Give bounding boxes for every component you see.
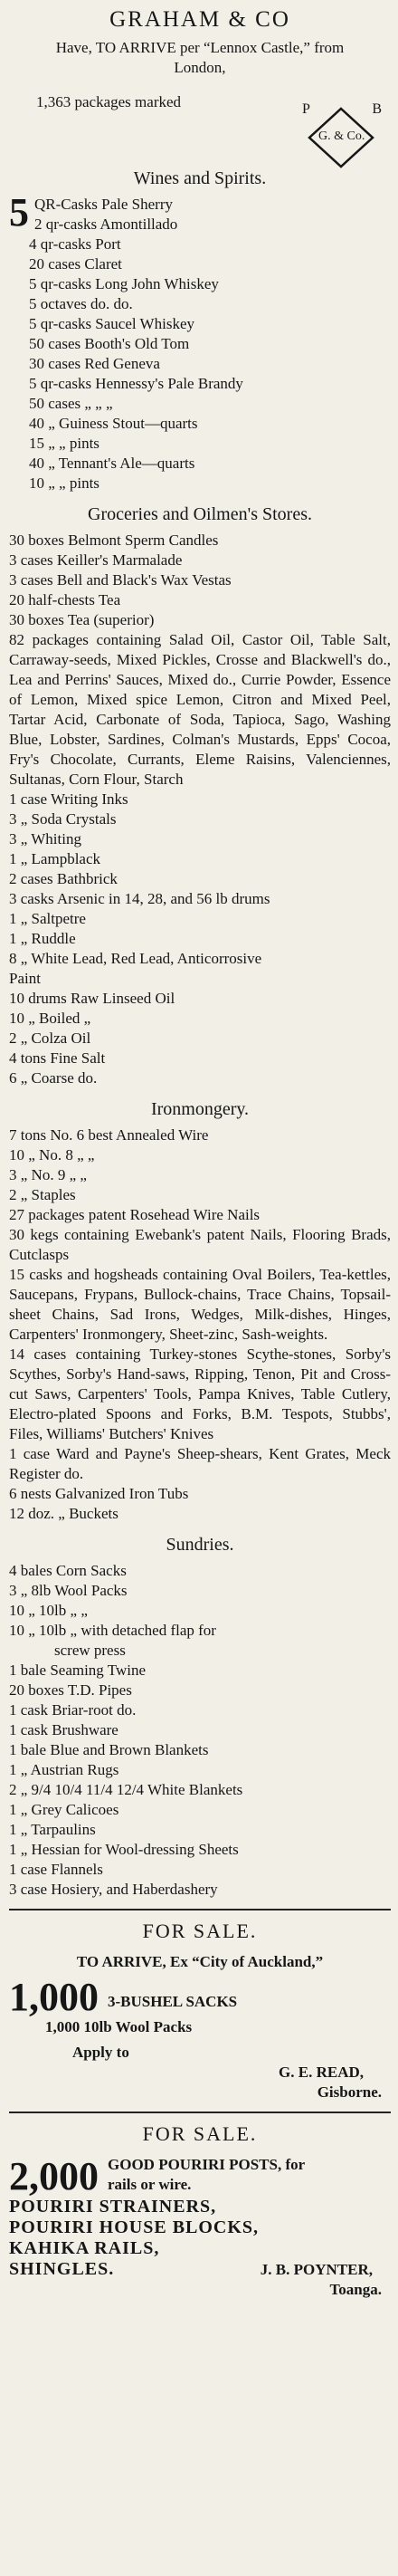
agent-place: Gisborne. (317, 2083, 382, 2101)
firm-name: GRAHAM & CO (109, 7, 290, 32)
list-item: 1 cask Briar-root do. (9, 1701, 137, 1719)
list-item: 1 cask Brushware (9, 1721, 118, 1738)
agent-name: J. B. POYNTER, (260, 2261, 373, 2278)
list-item: 3 cases Bell and Black's Wax Vestas (9, 571, 232, 589)
list-item: 2 cases Bathbrick (9, 870, 118, 887)
list-item: 1 „ Saltpetre (9, 910, 86, 927)
list-item: 2 qr-casks Amontillado (34, 215, 178, 233)
list-item: 4 tons Fine Salt (9, 1049, 106, 1067)
list-item: 1 „ Hessian for Wool-dressing Sheets (9, 1841, 239, 1858)
section-heading-groceries: Groceries and Oilmen's Stores. (88, 504, 312, 524)
list-item: 1 case Flannels (9, 1861, 103, 1878)
list-item: 27 packages patent Rosehead Wire Nails (9, 1206, 261, 1223)
list-item: 40 „ Tennant's Ale—quarts (29, 455, 195, 472)
for-sale-heading: FOR SALE. (142, 1920, 258, 1942)
wines-list (9, 190, 391, 493)
list-item: 4 qr-casks Port (29, 235, 121, 253)
list-item: QR-Casks Pale Sherry (34, 196, 173, 213)
list-item: 2 „ 9/4 10/4 11/4 12/4 White Blankets (9, 1781, 243, 1798)
posts-row (9, 2155, 391, 2197)
list-item: 1 bale Blue and Brown Blankets (9, 1741, 209, 1758)
list-item: 30 boxes Tea (superior) (9, 611, 155, 628)
list-item: 1 bale Seaming Twine (9, 1661, 146, 1679)
posts-label: GOOD POURIRI POSTS, for (108, 2156, 306, 2173)
product-line: POURIRI HOUSE BLOCKS, (9, 2217, 260, 2237)
list-item: 10 „ No. 8 „ „ (9, 1146, 95, 1164)
list-item: 8 „ White Lead, Red Lead, Anticorrosive (9, 950, 262, 967)
list-item: 30 boxes Belmont Sperm Candles (9, 531, 219, 549)
posts-advertisement (9, 2122, 391, 2300)
list-item: 1 „ Grey Calicoes (9, 1801, 119, 1818)
list-item: 10 „ 10lb „ with detached flap for (9, 1622, 216, 1639)
mark-initials: G. & Co. (318, 129, 365, 143)
list-item: 5 qr-casks Saucel Whiskey (29, 315, 194, 332)
ironmongery-paragraph: 15 casks and hogsheads containing Oval Boilers, Tea-kettles, Saucepans, Frypans, Bullock-chains, Trace Chains, Topsail-sheet Chains, Sad Irons, Wedges, Milk-dishes, Hinges, Carpenters' Ironmongery, Sheet-zinc, Sash-weights. (9, 1266, 391, 1343)
groceries-paragraph: 82 packages containing Salad Oil, Castor Oil, Table Salt, Carraway-seeds, Mixed Pickles, Crosse and Blackwell's do., Lea and Perrins' Sauces, Mixed do., Currie Powder, Essence of Lemon, Mixed spice Lemon, Citron and Mixed Peel, Tartar Acid, Carbonate of Soda, Tapioca, Sago, Washing Blue, Lobster, Sardines, Colman's Mustards, Epps' Cocoa, Fry's Chocolate, Currants, Eleme Raisins, Valenciennes, Sultanas, Corn Flour, Starch (9, 631, 391, 788)
list-item: 20 boxes T.D. Pipes (9, 1681, 132, 1699)
trade-mark (300, 101, 382, 174)
list-item: 30 cases Red Geneva (29, 355, 160, 372)
product-line: SHINGLES. (9, 2259, 115, 2279)
list-item: 1 „ Tarpaulins (9, 1821, 96, 1838)
list-item: 2 „ Colza Oil (9, 1029, 91, 1047)
list-item: 15 „ „ pints (29, 435, 100, 452)
list-item: 5 octaves do. do. (29, 295, 133, 312)
shingles-row (9, 2259, 391, 2280)
list-item: 50 cases Booth's Old Tom (29, 335, 190, 352)
section-heading-wines: Wines and Spirits. (133, 168, 267, 188)
sacks-advertisement (9, 1920, 391, 2102)
section-heading-sundries: Sundries. (166, 1535, 234, 1555)
list-item: 3 cases Keiller's Marmalade (9, 551, 183, 569)
package-count: 1,363 packages marked (36, 93, 182, 110)
list-item: 6 nests Galvanized Iron Tubs (9, 1485, 189, 1502)
list-item: 10 drums Raw Linseed Oil (9, 990, 175, 1007)
list-item: 4 bales Corn Sacks (9, 1562, 127, 1579)
apply-to: Apply to (72, 2044, 129, 2061)
list-item: 3 case Hosiery, and Haberdashery (9, 1881, 218, 1898)
list-item: 1 „ Lampblack (9, 850, 101, 867)
list-item: 12 doz. „ Buckets (9, 1505, 118, 1522)
arrival-line: TO ARRIVE, Ex “City of Auckland,” (76, 1953, 324, 1970)
list-item: 2 „ Staples (9, 1186, 76, 1203)
list-item: 10 „ Boiled „ (9, 1010, 91, 1027)
list-item: 10 „ 10lb „ „ (9, 1602, 88, 1619)
divider (9, 2112, 391, 2113)
list-item: 7 tons No. 6 best Annealed Wire (9, 1126, 209, 1144)
wool-packs: 1,000 10lb Wool Packs (45, 2018, 193, 2035)
section-heading-ironmongery: Ironmongery. (150, 1099, 250, 1119)
list-item: 5 qr-casks Hennessy's Pale Brandy (29, 375, 243, 392)
sacks-label: 3-BUSHEL SACKS (108, 1993, 238, 2010)
mark-letter-b: B (372, 101, 382, 117)
list-item: 3 „ No. 9 „ „ (9, 1166, 87, 1183)
posts-sub: rails or wire. (108, 2176, 192, 2193)
list-item: 3 casks Arsenic in 14, 28, and 56 lb drums (9, 890, 270, 907)
list-item: 1 case Writing Inks (9, 790, 128, 808)
list-item: 50 cases „ „ „ (29, 395, 113, 412)
big-number: 5 (9, 190, 29, 235)
product-line: POURIRI STRAINERS, (9, 2197, 217, 2217)
agent-place: Toanga. (329, 2281, 382, 2298)
list-item: 1 „ Austrian Rugs (9, 1761, 119, 1778)
list-item: 20 half-chests Tea (9, 591, 121, 608)
list-item: 3 „ Whiting (9, 830, 81, 847)
list-item: 3 „ Soda Crystals (9, 810, 117, 828)
list-item: Paint (9, 970, 41, 987)
big-number: 1,000 (9, 1975, 99, 2019)
product-line: KAHIKA RAILS, (9, 2238, 160, 2258)
ironmongery-paragraph: 1 case Ward and Payne's Sheep-shears, Kent Grates, Meck Register do. (9, 1445, 391, 1482)
list-item: 1 „ Ruddle (9, 930, 76, 947)
divider (9, 1909, 391, 1910)
ironmongery-paragraph: 14 cases containing Turkey-stones Scythe-stones, Sorby's Scythes, Sorby's Hand-saws, Ripping, Tenon, Pit and Cross-cut Saws, Carpenters' Tools, Pampa Knives, Table Cutlery, Electro-plated Spoons and Forks, B.M. Tespots, Stubbs', Files, Williams' Butchers' Knives (9, 1345, 391, 1442)
list-item: 40 „ Guiness Stout—quarts (29, 415, 198, 432)
big-number: 2,000 (9, 2154, 99, 2198)
sacks-row (9, 1977, 391, 2017)
list-item: 6 „ Coarse do. (9, 1069, 98, 1087)
arrival-origin: London, (174, 59, 226, 76)
list-item: screw press (54, 1642, 126, 1659)
list-item: 10 „ „ pints (29, 474, 100, 492)
agent-name: G. E. READ, (279, 2064, 364, 2081)
arrival-line: Have, TO ARRIVE per “Lennox Castle,” from (55, 39, 345, 56)
list-item: 20 cases Claret (29, 255, 122, 273)
list-item: 3 „ 8lb Wool Packs (9, 1582, 128, 1599)
mark-letter-p: P (302, 101, 310, 117)
for-sale-heading: FOR SALE. (142, 2122, 258, 2145)
ironmongery-paragraph: 30 kegs containing Ewebank's patent Nails, Flooring Brads, Cutclasps (9, 1226, 391, 1263)
list-item: 5 qr-casks Long John Whiskey (29, 275, 219, 292)
